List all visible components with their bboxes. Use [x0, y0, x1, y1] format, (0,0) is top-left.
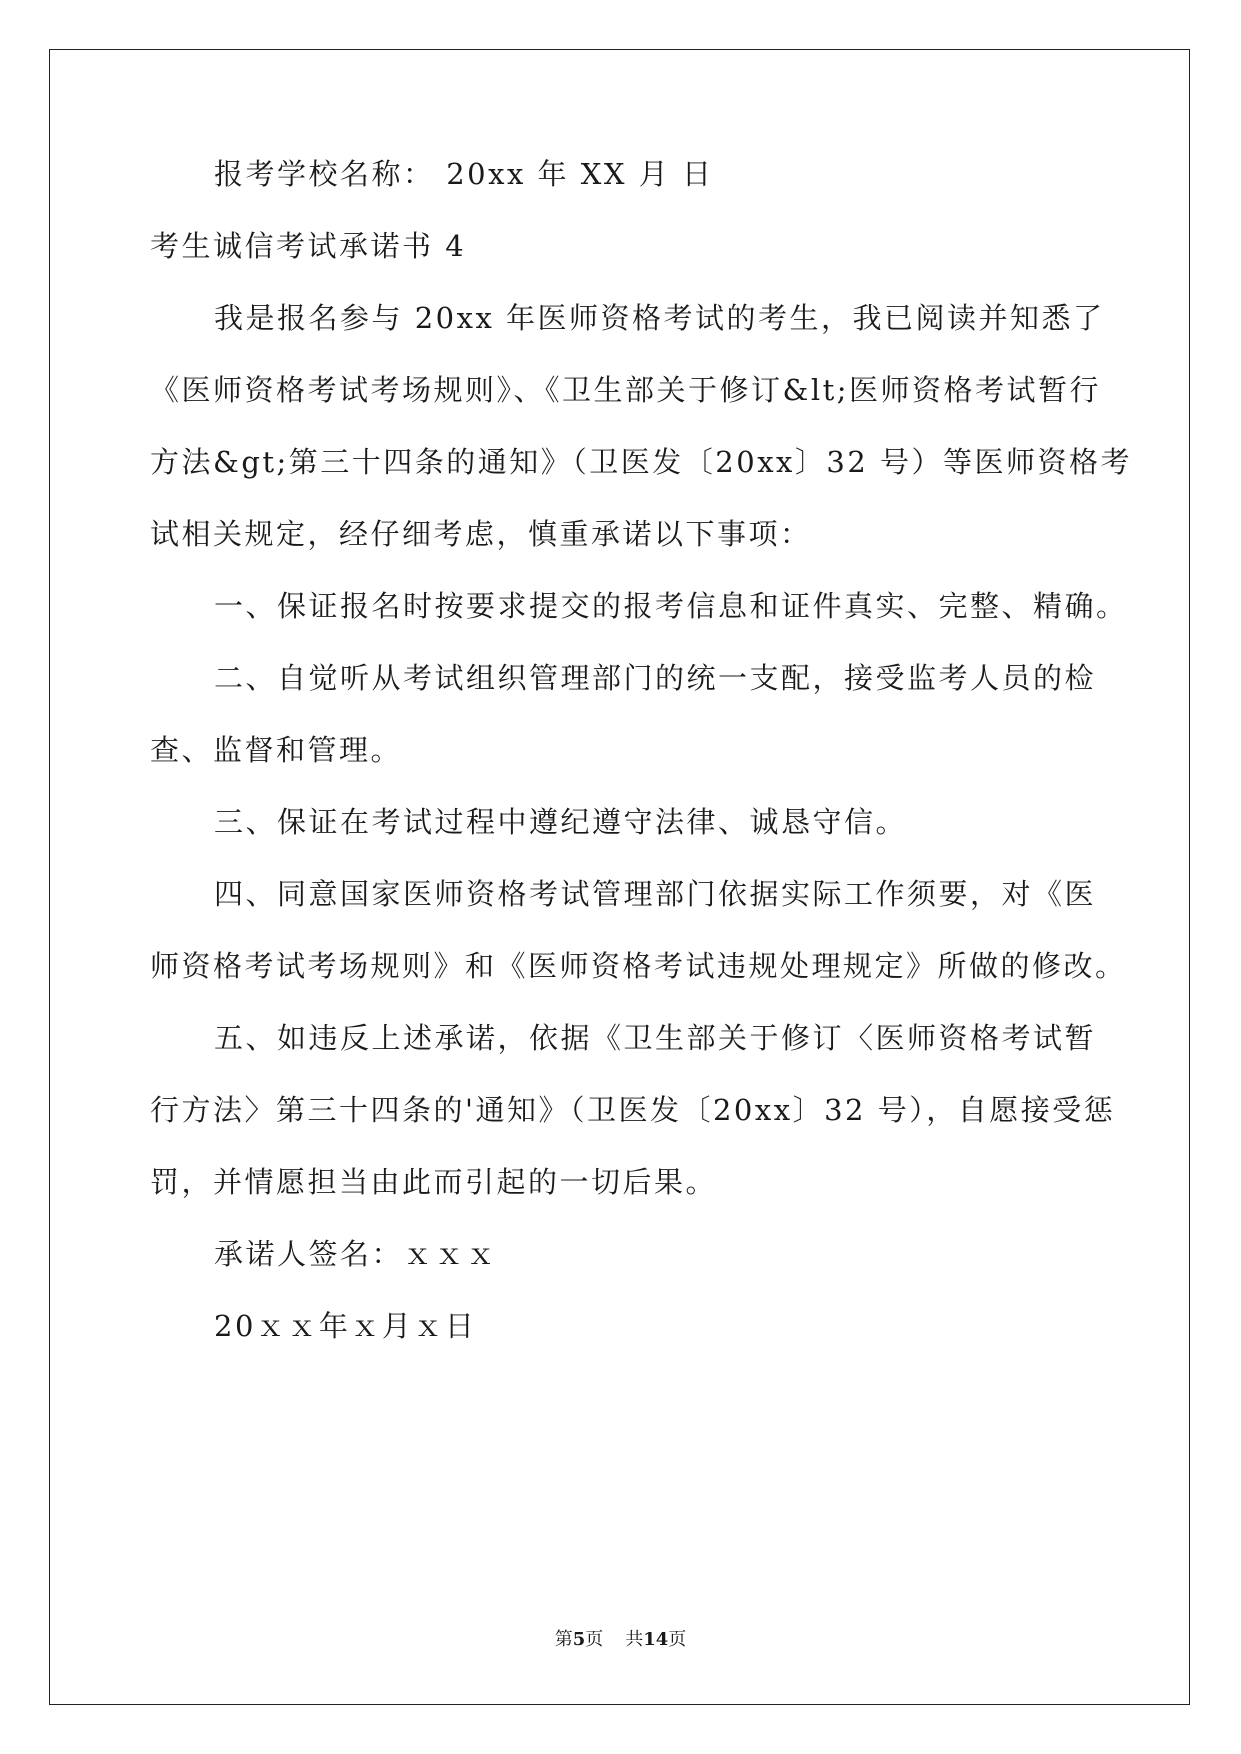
- school-date-line: 报考学校名称： 20xx 年 XX 月 日: [214, 157, 714, 191]
- commitment-item-1: 一、保证报名时按要求提交的报考信息和证件真实、完整、精确。: [214, 589, 1128, 623]
- commitment-item-3: 三、保证在考试过程中遵纪遵守法律、诚恳守信。: [214, 805, 908, 839]
- total-pages-suffix: 页: [668, 1629, 687, 1650]
- current-page-number: 5: [572, 1629, 586, 1650]
- commitment-item-5-cont: 行方法〉第三十四条的'通知》（卫医发〔20xx〕32 号），自愿接受惩: [150, 1093, 1116, 1127]
- commitment-item-2-cont: 查、监督和管理。: [150, 733, 403, 767]
- signature-line: 承诺人签名：ｘｘｘ: [214, 1237, 498, 1271]
- signature-date: 20ｘｘ年ｘ月ｘ日: [214, 1309, 477, 1343]
- section-heading: 考生诚信考试承诺书 4: [150, 229, 467, 263]
- page-footer: [0, 1628, 1241, 1652]
- commitment-item-5-cont: 罚，并情愿担当由此而引起的一切后果。: [150, 1165, 718, 1199]
- page-number-suffix: 页: [585, 1629, 604, 1650]
- total-pages-prefix: 共: [625, 1629, 644, 1650]
- commitment-item-4: 四、同意国家医师资格考试管理部门依据实际工作须要，对《医: [214, 877, 1097, 911]
- page-number-prefix: 第: [554, 1629, 573, 1650]
- paragraph-line: 试相关规定，经仔细考虑，慎重承诺以下事项：: [150, 517, 812, 551]
- commitment-item-4-cont: 师资格考试考场规则》和《医师资格考试违规处理规定》所做的修改。: [150, 949, 1127, 983]
- total-pages-number: 14: [643, 1629, 669, 1650]
- paragraph-line: 方法&gt;第三十四条的通知》（卫医发〔20xx〕32 号）等医师资格考: [150, 445, 1133, 479]
- commitment-item-5: 五、如违反上述承诺，依据《卫生部关于修订〈医师资格考试暂: [214, 1021, 1097, 1055]
- paragraph-line: 我是报名参与 20xx 年医师资格考试的考生，我已阅读并知悉了: [214, 301, 1105, 335]
- commitment-item-2: 二、自觉听从考试组织管理部门的统一支配，接受监考人员的检: [214, 661, 1097, 695]
- paragraph-line: 《医师资格考试考场规则》、《卫生部关于修订&lt;医师资格考试暂行: [150, 373, 1102, 407]
